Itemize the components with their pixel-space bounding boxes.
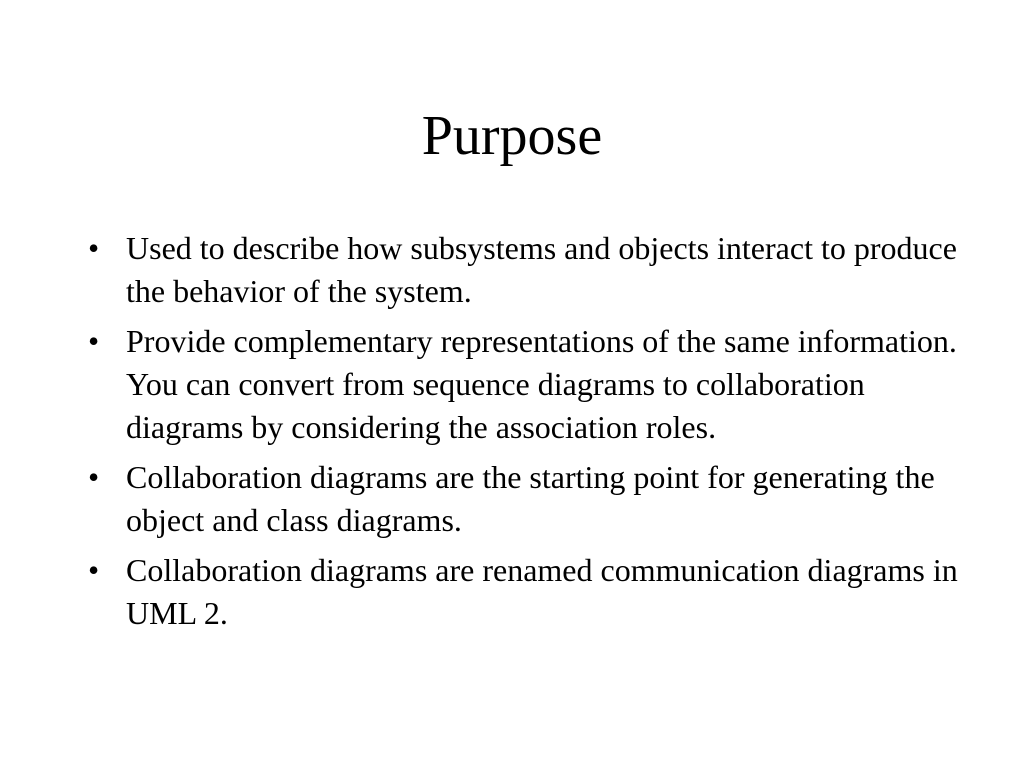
- bullet-item: [84, 456, 964, 542]
- bullet-text: Collaboration diagrams are the starting point for generating the object and class diagrams.: [126, 459, 935, 538]
- bullet-glyph: •: [88, 459, 100, 495]
- bullet-glyph: •: [88, 552, 100, 588]
- slide-title: Purpose: [421, 105, 603, 167]
- bullet-text: Provide complementary representations of the same information. You can convert from sequence diagrams to collaboration diagrams by considering the association roles.: [126, 323, 957, 445]
- bullet-text: Used to describe how subsystems and objects interact to produce the behavior of the system.: [126, 230, 957, 309]
- bullet-item: [84, 227, 964, 313]
- bullet-list: [84, 227, 964, 642]
- bullet-item: [84, 549, 964, 635]
- bullet-text: Collaboration diagrams are renamed communication diagrams in UML 2.: [126, 552, 958, 631]
- bullet-glyph: •: [88, 323, 100, 359]
- bullet-item: [84, 320, 964, 449]
- bullet-glyph: •: [88, 230, 100, 266]
